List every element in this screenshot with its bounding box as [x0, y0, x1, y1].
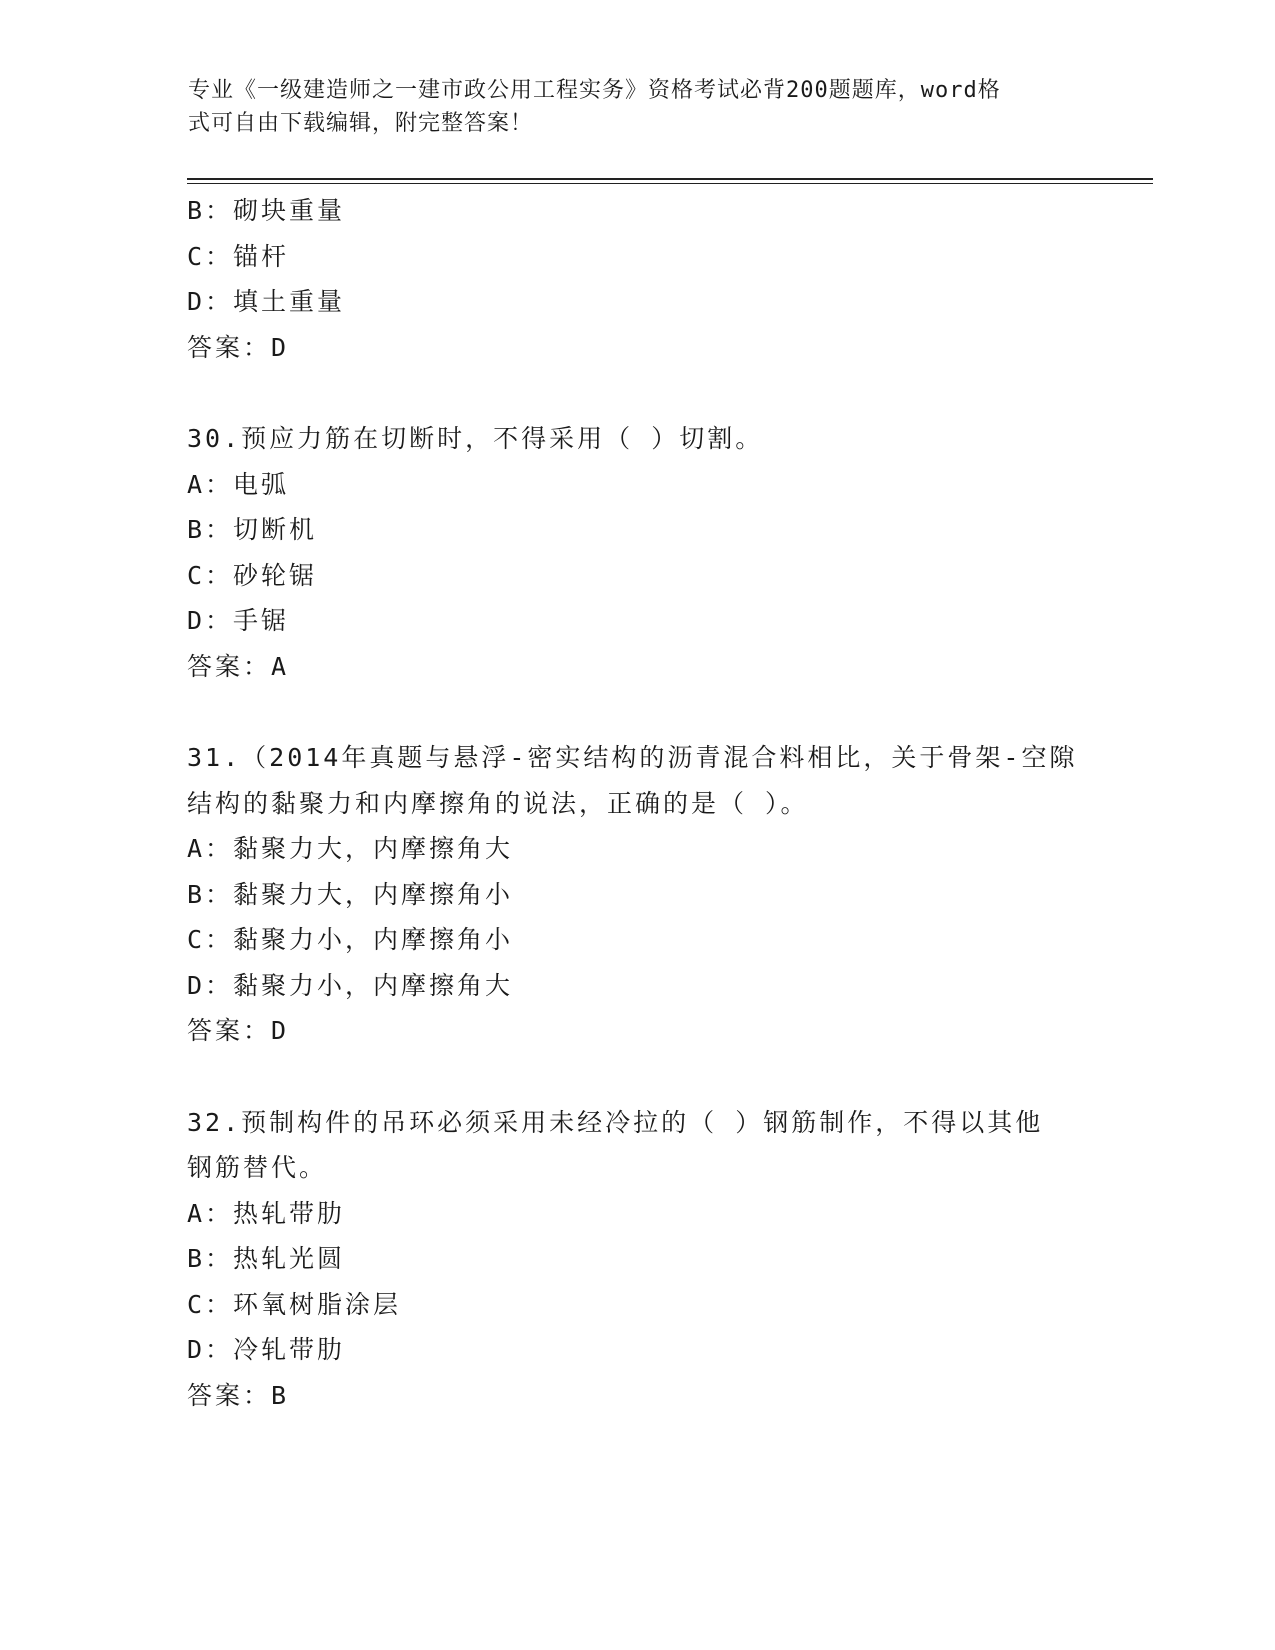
question-continued — [187, 188, 1087, 370]
question-stem-cont: 结构的黏聚力和内摩擦角的说法，正确的是（ ）。 — [187, 788, 809, 818]
option-a: A：电弧 — [187, 469, 290, 499]
header-line-2: 式可自由下载编辑，附完整答案！ — [188, 111, 534, 136]
answer-line: 答案：D — [187, 1016, 290, 1045]
document-header — [188, 74, 1068, 140]
question-stem-cont: 钢筋替代。 — [187, 1153, 328, 1182]
question-31 — [187, 735, 1087, 1054]
answer-line: 答案：D — [187, 332, 290, 362]
option-a: A：热轧带肋 — [187, 1198, 346, 1228]
option-d: D：填土重量 — [187, 287, 346, 316]
option-c: C：黏聚力小，内摩擦角小 — [187, 925, 514, 954]
header-divider-thin — [187, 183, 1153, 184]
question-30 — [187, 416, 1087, 689]
header-line-1: 专业《一级建造师之一建市政公用工程实务》资格考试必背200题题库，word格 — [188, 78, 1001, 103]
option-c: C：砂轮锯 — [187, 560, 318, 590]
header-divider-thick — [187, 178, 1153, 180]
answer-line: 答案：A — [187, 651, 290, 681]
option-b: B：黏聚力大，内摩擦角小 — [187, 879, 514, 909]
question-list — [187, 188, 1087, 1418]
question-32 — [187, 1100, 1087, 1419]
option-b: B：切断机 — [187, 515, 318, 544]
question-stem: 31.（2014年真题与悬浮-密实结构的沥青混合料相比，关于骨架-空隙 — [187, 743, 1078, 772]
option-c: C：环氧树脂涂层 — [187, 1289, 402, 1319]
question-stem: 32.预制构件的吊环必须采用未经冷拉的（ ）钢筋制作，不得以其他 — [187, 1107, 1044, 1137]
question-stem: 30.预应力筋在切断时，不得采用（ ）切割。 — [187, 424, 764, 453]
option-c: C：锚杆 — [187, 241, 290, 271]
option-a: A：黏聚力大，内摩擦角大 — [187, 834, 514, 863]
option-d: D：冷轧带肋 — [187, 1335, 346, 1364]
option-d: D：手锯 — [187, 606, 290, 635]
option-b: B：热轧光圆 — [187, 1244, 346, 1273]
answer-line: 答案：B — [187, 1380, 290, 1410]
option-b: B：砌块重量 — [187, 196, 346, 225]
option-d: D：黏聚力小，内摩擦角大 — [187, 970, 514, 1000]
